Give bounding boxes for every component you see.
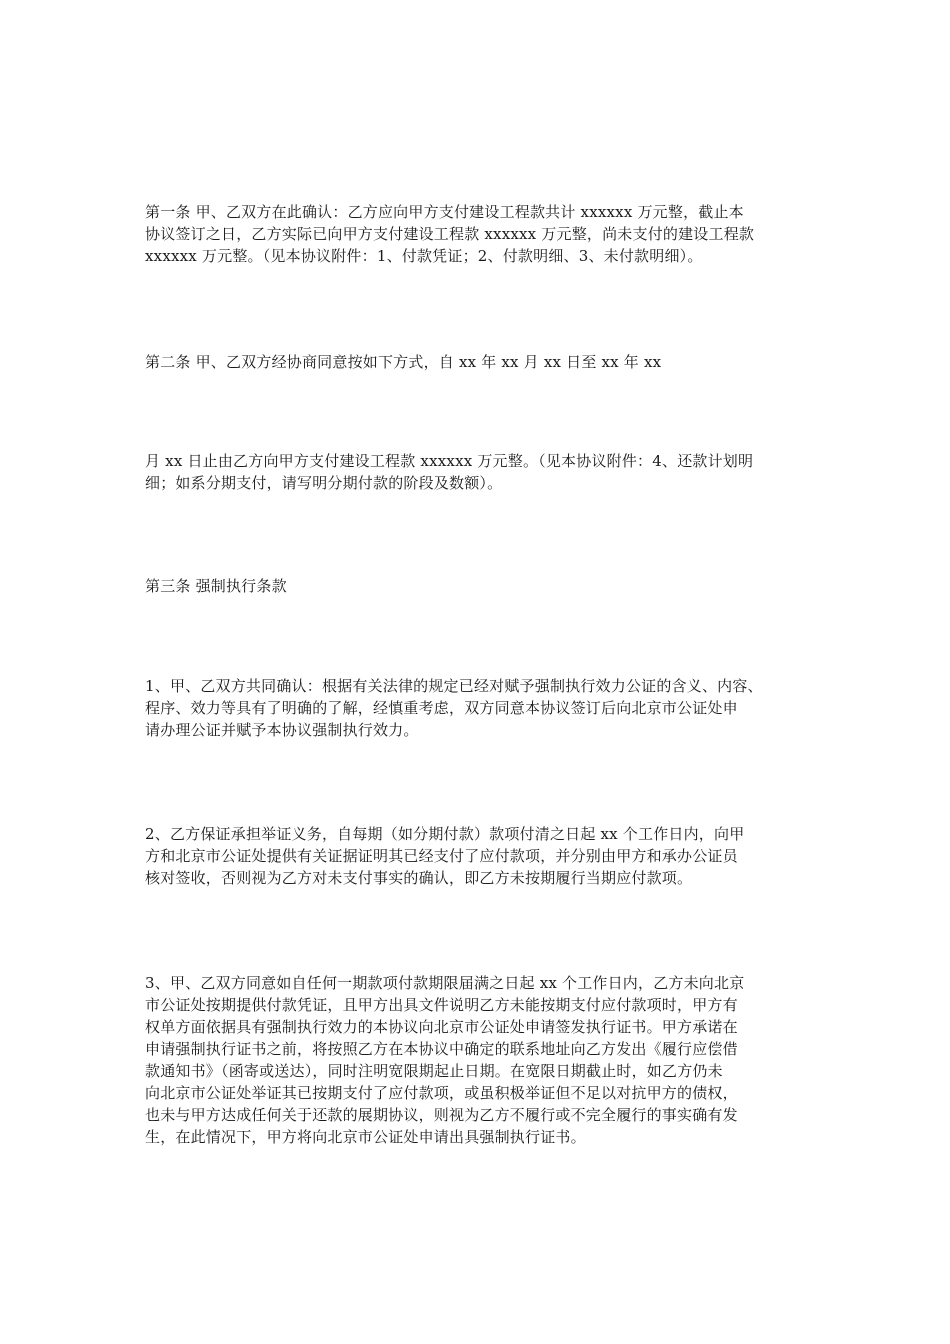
text-line: 2、乙方保证承担举证义务，自每期（如分期付款）款项付清之日起 xx 个工作日内，向甲 — [145, 825, 745, 843]
text-line: 权单方面依据具有强制执行效力的本协议向北京市公证处申请签发执行证书。甲方承诺在 — [145, 1018, 738, 1036]
text-line: 3、甲、乙双方同意如自任何一期款项付款期限届满之日起 xx 个工作日内，乙方未向北京 — [145, 974, 745, 992]
text-line: 请办理公证并赋予本协议强制执行效力。 — [145, 721, 419, 739]
text-line: 也未与甲方达成任何关于还款的展期协议，则视为乙方不履行或不完全履行的事实确有发 — [145, 1106, 738, 1124]
text-line: 第一条 甲、乙双方在此确认：乙方应向甲方支付建设工程款共计 xxxxxx 万元整，截止本 — [145, 203, 744, 221]
article-2-paragraph-start — [145, 351, 815, 373]
text-line: 细；如系分期支付，请写明分期付款的阶段及数额）。 — [145, 474, 503, 492]
text-line: 向北京市公证处举证其已按期支付了应付款项，或虽积极举证但不足以对抗甲方的债权， — [145, 1084, 738, 1102]
clause-3-paragraph — [145, 972, 815, 1148]
article-1-paragraph — [145, 201, 815, 267]
text-line: 核对签收，否则视为乙方对未支付事实的确认，即乙方未按期履行当期应付款项。 — [145, 869, 693, 887]
text-line: 方和北京市公证处提供有关证据证明其已经支付了应付款项，并分别由甲方和承办公证员 — [145, 847, 738, 865]
text-line: 申请强制执行证书之前，将按照乙方在本协议中确定的联系地址向乙方发出《履行应偿借 — [145, 1040, 738, 1058]
article-2-paragraph-continued — [145, 450, 815, 494]
text-line: 月 xx 日止由乙方向甲方支付建设工程款 xxxxxx 万元整。（见本协议附件：4、还款计划明 — [145, 452, 754, 470]
text-line: 第二条 甲、乙双方经协商同意按如下方式，自 xx 年 xx 月 xx 日至 xx 年 xx — [145, 353, 662, 371]
text-line: 第三条 强制执行条款 — [145, 577, 287, 595]
clause-2-paragraph — [145, 823, 815, 889]
text-line: 程序、效力等具有了明确的了解，经慎重考虑，双方同意本协议签订后向北京市公证处申 — [145, 699, 738, 717]
text-line: 协议签订之日，乙方实际已向甲方支付建设工程款 xxxxxx 万元整，尚未支付的建设工程款 — [145, 225, 755, 243]
text-line: xxxxxx 万元整。（见本协议附件：1、付款凭证；2、付款明细、3、未付款明细）。 — [145, 247, 703, 265]
article-3-heading — [145, 575, 815, 597]
text-line: 生，在此情况下，甲方将向北京市公证处申请出具强制执行证书。 — [145, 1128, 586, 1146]
text-line: 市公证处按期提供付款凭证，且甲方出具文件说明乙方未能按期支付应付款项时，甲方有 — [145, 996, 738, 1014]
text-line: 1、甲、乙双方共同确认：根据有关法律的规定已经对赋予强制执行效力公证的含义、内容、 — [145, 677, 763, 695]
text-line: 款通知书》（函寄或送达），同时注明宽限期起止日期。在宽限日期截止时，如乙方仍未 — [145, 1062, 723, 1080]
clause-1-paragraph — [145, 675, 815, 741]
